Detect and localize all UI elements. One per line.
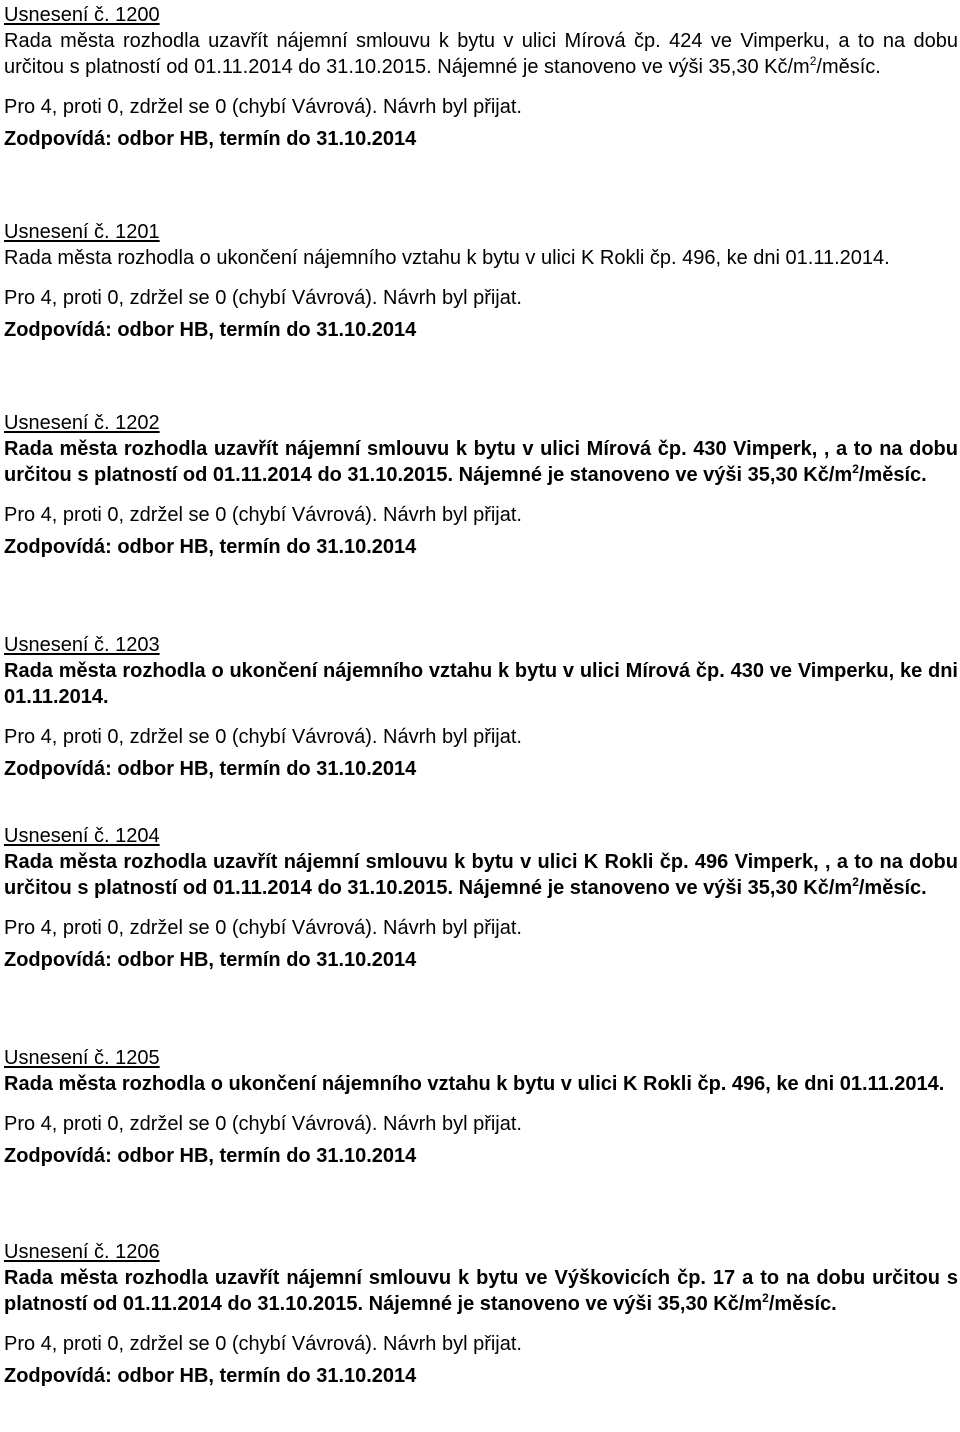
resolution-text-main: Rada města rozhodla o ukončení nájemního vztahu k bytu v ulici K Rokli čp. 496, ke dni 01.11.2014. [4, 1073, 945, 1095]
resolution-block [4, 219, 958, 343]
vote-result: Pro 4, proti 0, zdržel se 0 (chybí Vávrová). Návrh byl přijat. [4, 287, 522, 309]
responsibility: Zodpovídá: odbor HB, termín do 31.10.2014 [4, 128, 417, 150]
resolution-text [4, 1071, 958, 1097]
resolution-number: Usnesení č. 1206 [4, 1241, 160, 1263]
responsibility: Zodpovídá: odbor HB, termín do 31.10.2014 [4, 949, 417, 971]
resolution-text [4, 658, 958, 710]
vote-result: Pro 4, proti 0, zdržel se 0 (chybí Vávrová). Návrh byl přijat. [4, 917, 522, 939]
resolution-text-main: Rada města rozhodla o ukončení nájemního vztahu k bytu v ulici Mírová čp. 430 ve Vimperku, ke dni 01.11.2014. [4, 660, 958, 708]
resolution-number: Usnesení č. 1204 [4, 825, 160, 847]
responsibility: Zodpovídá: odbor HB, termín do 31.10.2014 [4, 758, 417, 780]
resolution-text [4, 1265, 958, 1317]
resolution-number: Usnesení č. 1200 [4, 4, 160, 26]
resolution-text-main: Rada města rozhodla o ukončení nájemního vztahu k bytu v ulici K Rokli čp. 496, ke dni 01.11.2014. [4, 247, 890, 269]
vote-result: Pro 4, proti 0, zdržel se 0 (chybí Vávrová). Návrh byl přijat. [4, 726, 522, 748]
superscript: 2 [809, 54, 817, 68]
resolution-text-main: Rada města rozhodla uzavřít nájemní smlouvu k bytu v ulici Mírová čp. 430 Vimperk, , a to na dobu určitou s platností od 01.11.2014 do 31.10.2015. Nájemné je stanoveno ve výši 35,30 Kč/m [4, 438, 958, 486]
resolution-block [4, 823, 958, 973]
resolution-block [4, 410, 958, 560]
responsibility: Zodpovídá: odbor HB, termín do 31.10.2014 [4, 1365, 417, 1387]
responsibility: Zodpovídá: odbor HB, termín do 31.10.2014 [4, 1145, 417, 1167]
resolution-text-tail: /měsíc. [816, 56, 881, 78]
resolution-number: Usnesení č. 1202 [4, 412, 160, 434]
vote-result: Pro 4, proti 0, zdržel se 0 (chybí Vávrová). Návrh byl přijat. [4, 504, 522, 526]
resolution-text [4, 28, 958, 80]
resolution-text-main: Rada města rozhodla uzavřít nájemní smlouvu k bytu ve Výškovicích čp. 17 a to na dobu určitou s platností od 01.11.2014 do 31.10.2015. Nájemné je stanoveno ve výši 35,30 Kč/m [4, 1267, 958, 1315]
resolution-text [4, 245, 958, 271]
resolution-block [4, 632, 958, 782]
responsibility: Zodpovídá: odbor HB, termín do 31.10.2014 [4, 319, 417, 341]
resolution-text-main: Rada města rozhodla uzavřít nájemní smlouvu k bytu v ulici K Rokli čp. 496 Vimperk, , a to na dobu určitou s platností od 01.11.2014 do 31.10.2015. Nájemné je stanoveno ve výši 35,30 Kč/m [4, 851, 958, 899]
vote-result: Pro 4, proti 0, zdržel se 0 (chybí Vávrová). Návrh byl přijat. [4, 1113, 522, 1135]
resolution-block [4, 1045, 958, 1169]
superscript: 2 [762, 1291, 769, 1305]
resolution-number: Usnesení č. 1205 [4, 1047, 160, 1069]
superscript: 2 [852, 462, 859, 476]
resolution-text-main: Rada města rozhodla uzavřít nájemní smlouvu k bytu v ulici Mírová čp. 424 ve Vimperku, a to na dobu určitou s platností od 01.11.2014 do 31.10.2015. Nájemné je stanoveno ve výši 35,30 Kč/m [4, 30, 958, 78]
resolution-number: Usnesení č. 1203 [4, 634, 160, 656]
resolution-text-tail: /měsíc. [858, 877, 927, 899]
responsibility: Zodpovídá: odbor HB, termín do 31.10.2014 [4, 536, 417, 558]
superscript: 2 [852, 875, 859, 889]
resolution-number: Usnesení č. 1201 [4, 221, 160, 243]
resolution-text-tail: /měsíc. [858, 464, 927, 486]
resolution-block [4, 1239, 958, 1389]
resolution-text [4, 436, 958, 488]
resolution-block [4, 2, 958, 152]
vote-result: Pro 4, proti 0, zdržel se 0 (chybí Vávrová). Návrh byl přijat. [4, 96, 522, 118]
vote-result: Pro 4, proti 0, zdržel se 0 (chybí Vávrová). Návrh byl přijat. [4, 1333, 522, 1355]
resolution-text [4, 849, 958, 901]
resolution-text-tail: /měsíc. [768, 1293, 837, 1315]
